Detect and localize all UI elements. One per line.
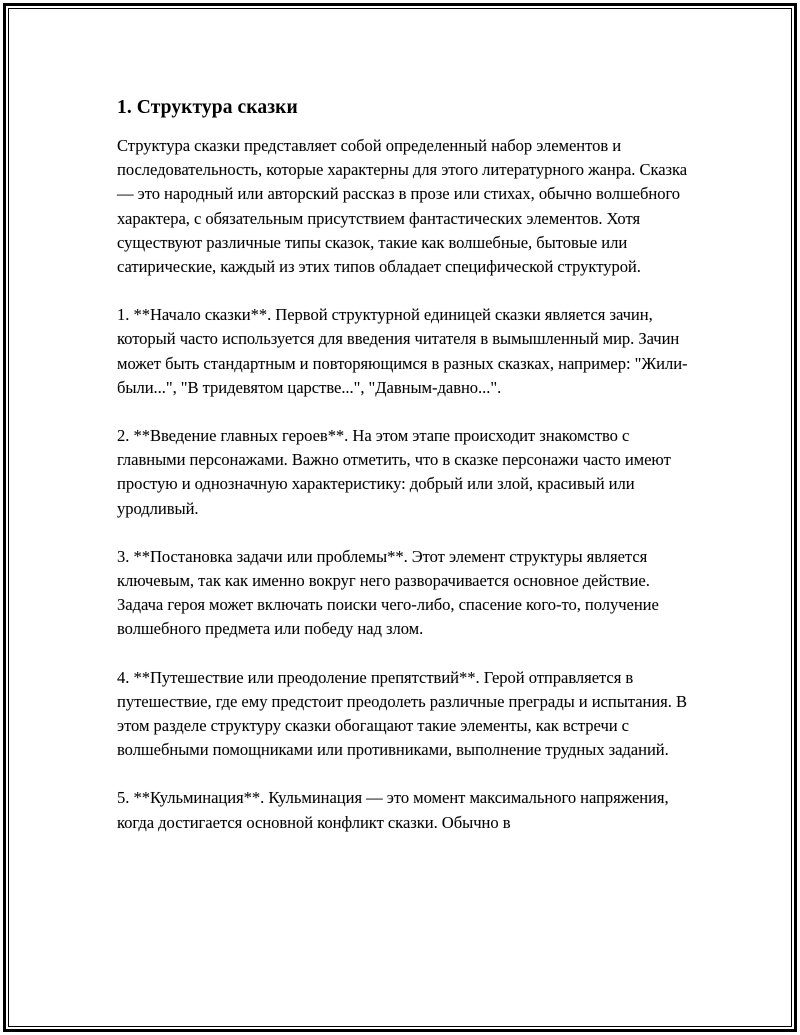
paragraph-item-5: 5. **Кульминация**. Кульминация — это момент максимального напряжения, когда достигается основной конфликт сказки. Обычно в	[117, 788, 669, 832]
paragraph-item-2: 2. **Введение главных героев**. На этом этапе происходит знакомство с главными персонажами. Важно отметить, что в сказке персонажи часто имеют простую и однозначную характеристику: добрый или злой, красивый или уродливый.	[117, 426, 671, 518]
paragraph-item-3: 3. **Постановка задачи или проблемы**. Этот элемент структуры является ключевым, так как именно вокруг него разворачивается основное действие. Задача героя может включать поиски чего-либо, спасение кого-то, получение волшебного предмета или победу над злом.	[117, 546, 659, 639]
paragraph-intro: Структура сказки представляет собой определенный набор элементов и последовательность, которые характерны для этого литературного жанра. Сказка — это народный или авторский рассказ в прозе или стихах, обычно волшебного характера, с обязательным присутствием фантастических элементов. Хотя существуют различные типы сказок, такие как волшебные, бытовые или сатирические, каждый из этих типов обладает специфической структурой.	[117, 136, 688, 277]
document-body	[117, 94, 697, 859]
paragraph-item-1: 1. **Начало сказки**. Первой структурной единицей сказки является зачин, который часто используется для введения читателя в вымышленный мир. Зачин может быть стандартным и повторяющимся в разных сказках, например: "Жили-были...", "В тридевятом царстве...", "Давным-давно...".	[117, 305, 688, 397]
paragraph-item-4: 4. **Путешествие или преодоление препятствий**. Герой отправляется в путешествие, где ему предстоит преодолеть различные преграды и испытания. В этом разделе структуру сказки обогащают такие элементы, как встречи с волшебными помощниками или противниками, выполнение трудных заданий.	[117, 667, 687, 760]
section-heading: 1. Структура сказки	[117, 97, 298, 118]
